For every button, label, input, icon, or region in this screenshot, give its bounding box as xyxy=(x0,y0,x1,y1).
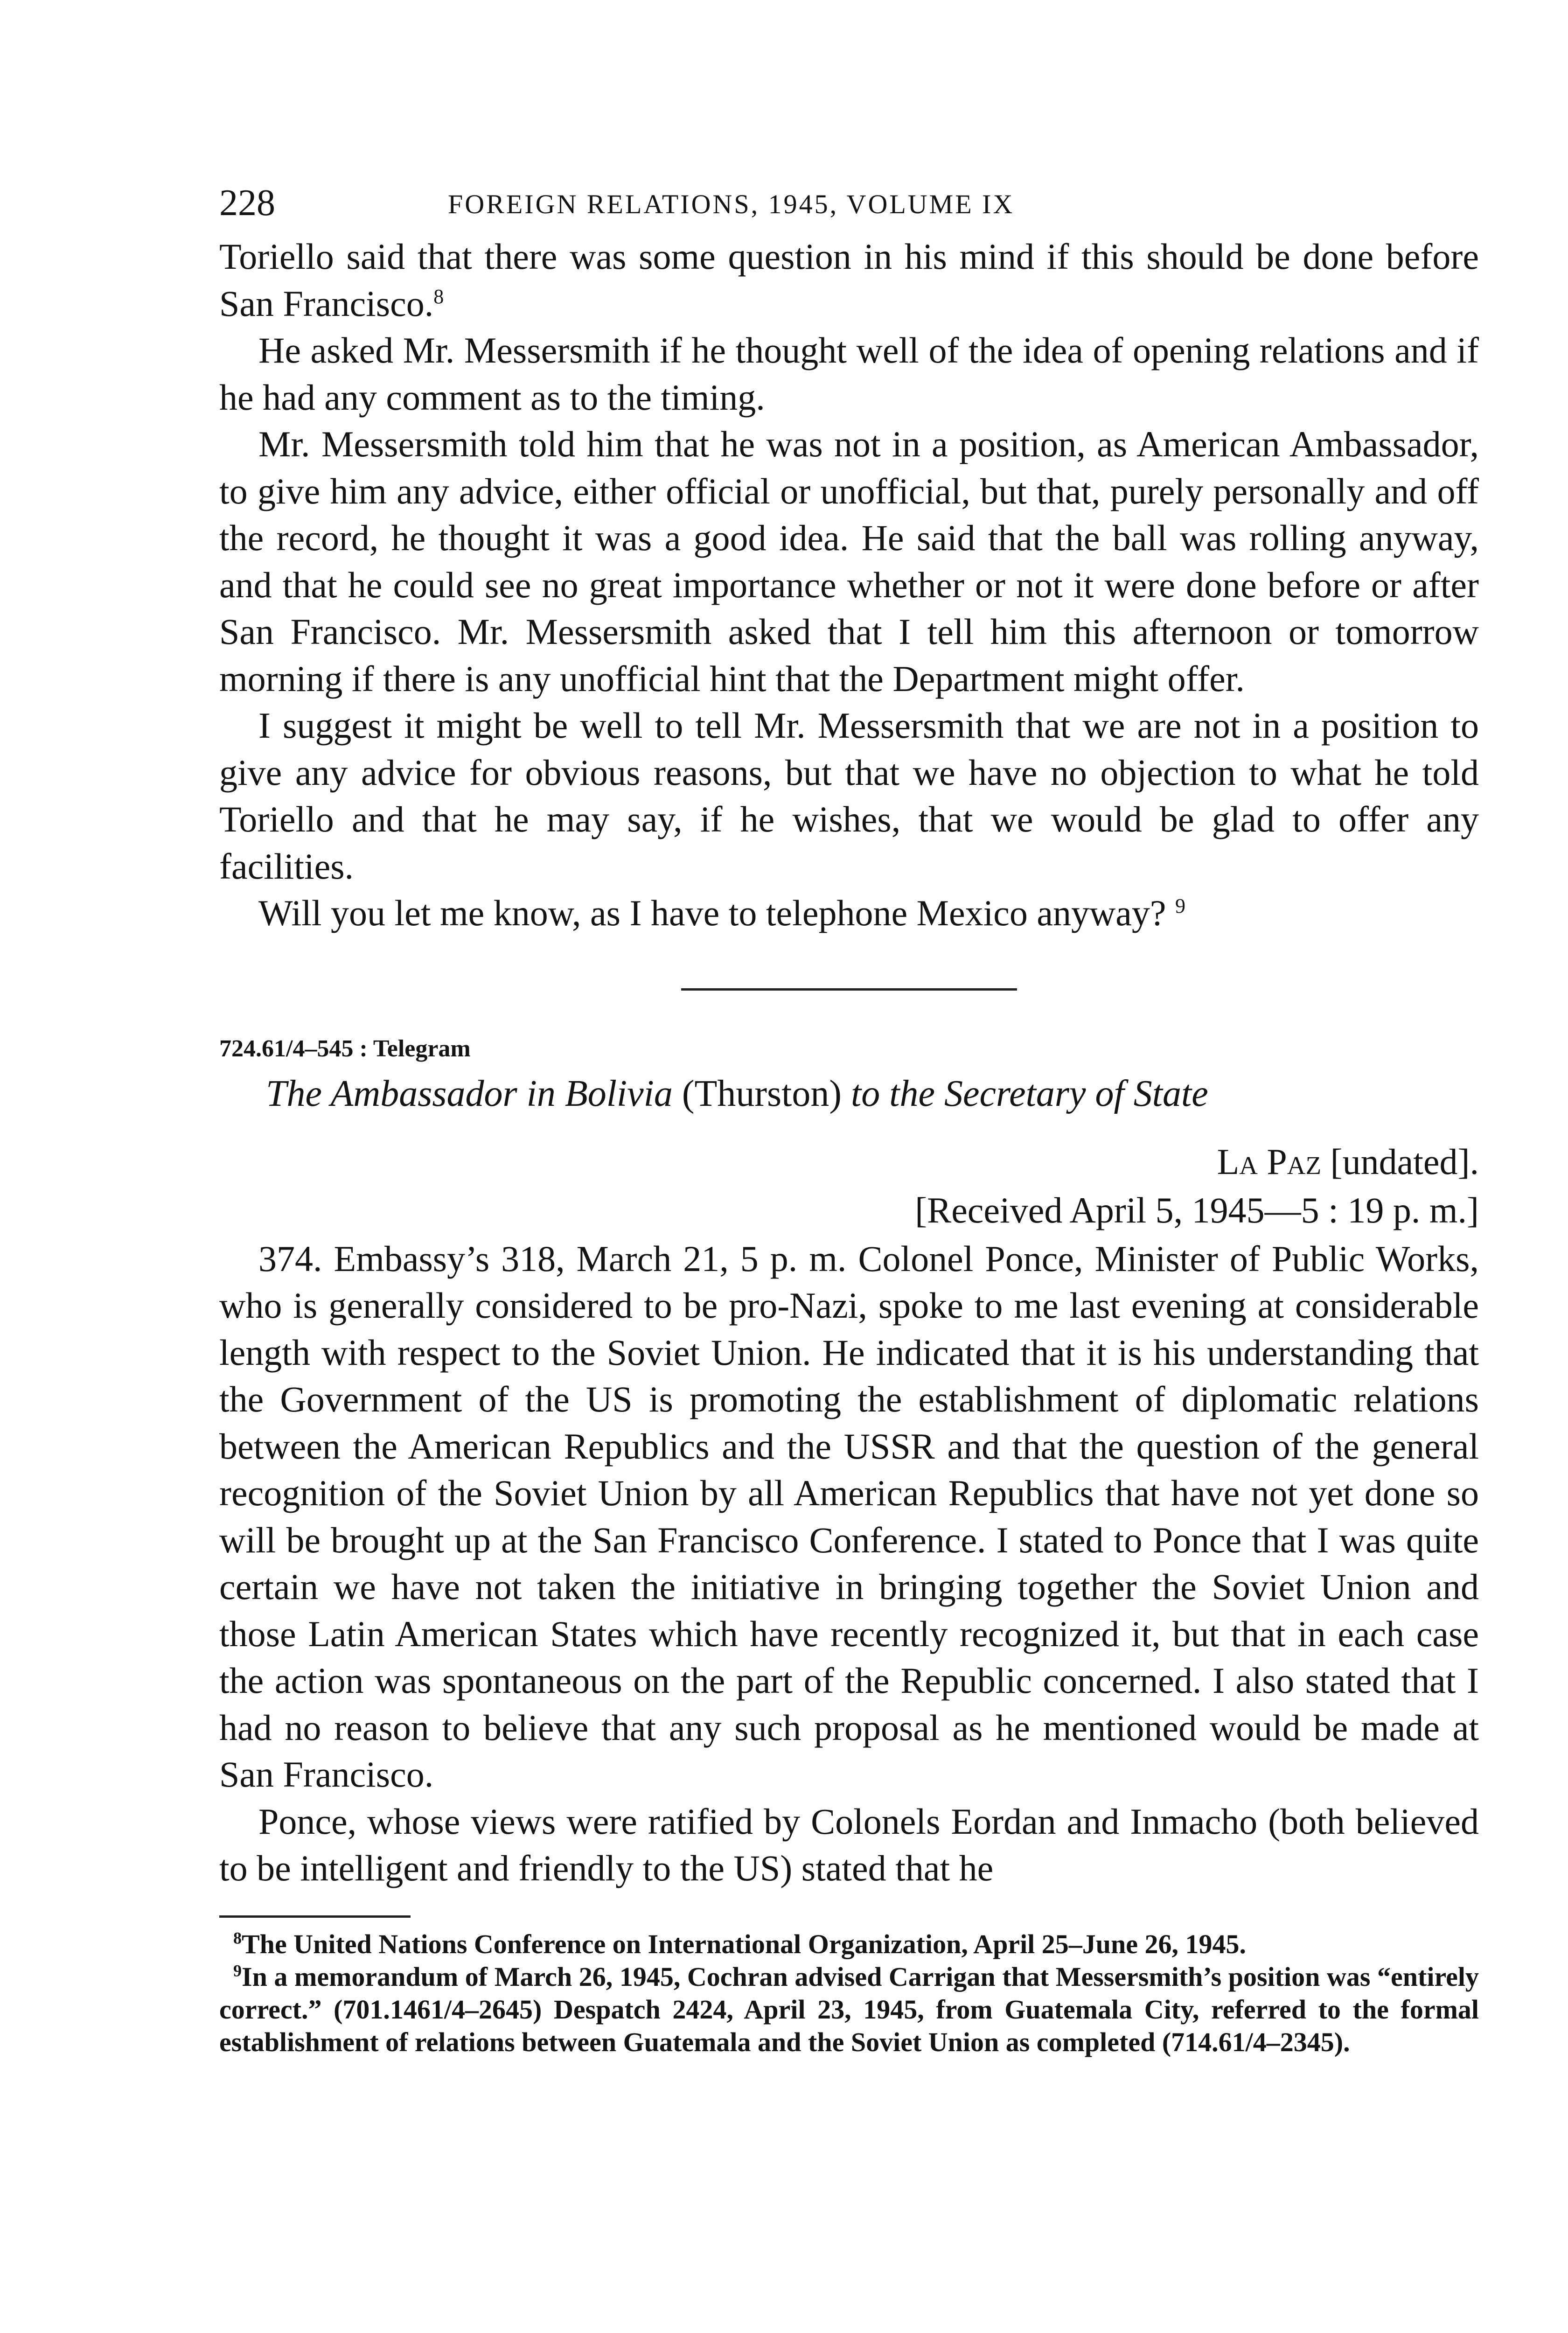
footnote xyxy=(219,1961,1479,2059)
telegram-text xyxy=(219,1236,1479,1892)
paragraph xyxy=(219,890,1479,937)
footnote-text: The United Nations Conference on International Organization, April 25–June 26, 1945. xyxy=(242,1928,1247,1959)
title-part: The Ambassador in Bolivia xyxy=(266,1073,673,1114)
page xyxy=(219,163,1479,2059)
paragraph: He asked Mr. Messersmith if he thought well of the idea of opening relations and if he had any comment as to the timing. xyxy=(219,330,1479,418)
title-part: to the Secretary of State xyxy=(851,1073,1208,1114)
paragraph: Mr. Messersmith told him that he was not in a position, as American Ambassador, to give him any advice, either official or unofficial, but that, purely personally and off the record, he thought it was a good idea. He said that the ball was rolling anyway, and that he could see no great importance whether or not it were done before or after San Francisco. Mr. Messersmith asked that I tell him this afternoon or tomorrow morning if there is any unofficial hint that the Department might offer. xyxy=(219,424,1479,699)
paragraph-text: Will you let me know, as I have to telephone Mexico anyway? xyxy=(258,893,1166,933)
footnote-divider xyxy=(219,1915,411,1918)
footnote-text: In a memorandum of March 26, 1945, Cochran advised Carrigan that Messersmith’s position was “entirely correct.” (701.1461/4–2645) Despatch 2424, April 23, 1945, from Guatemala City, referred to the formal establishment of relations between Guatemala and the Soviet Union as completed (714.61/4–2345). xyxy=(219,1961,1479,2057)
paragraph: Ponce, whose views were ratified by Colonels Eordan and Inmacho (both believed to be intelligent and friendly to the US) stated that he xyxy=(219,1801,1479,1888)
document-file-reference: 724.61/4–545 : Telegram xyxy=(219,1035,471,1062)
footnote-ref: 8 xyxy=(433,285,444,308)
footnote-ref: 9 xyxy=(1175,894,1186,917)
paragraph: I suggest it might be well to tell Mr. Messersmith that we are not in a position to give any advice for obvious reasons, but that we have no objection to what he told Toriello and that he may say, if he wishes, that we would be glad to offer any facilities. xyxy=(219,705,1479,887)
dateline-place: La Paz xyxy=(1217,1141,1322,1182)
dateline-date: [undated]. xyxy=(1330,1141,1479,1182)
footnote xyxy=(219,1928,1479,1961)
footnote-mark: 8 xyxy=(233,1928,242,1948)
paragraph-text: Toriello said that there was some question in his mind if this should be done before San Francisco. xyxy=(219,236,1479,324)
title-name: (Thurston) xyxy=(682,1073,842,1114)
received-line: [Received April 5, 1945—5 : 19 p. m.] xyxy=(915,1189,1479,1230)
page-number: 228 xyxy=(219,182,275,224)
running-head: FOREIGN RELATIONS, 1945, VOLUME IX xyxy=(448,189,1015,219)
continuation-text xyxy=(219,233,1479,937)
paragraph xyxy=(219,233,1479,327)
section-divider xyxy=(681,988,1017,991)
footnotes xyxy=(219,1928,1479,2059)
paragraph: 374. Embassy’s 318, March 21, 5 p. m. Colonel Ponce, Minister of Public Works, who is generally considered to be pro-Nazi, spoke to me last evening at considerable length with respect to the Soviet Union. He indicated that it is his understanding that the Government of the US is promoting the establishment of diplomatic relations between the American Republics and the USSR and that the question of the general recognition of the Soviet Union by all American Republics that have not yet done so will be brought up at the San Francisco Conference. I stated to Ponce that I was quite certain we have not taken the initiative in bringing together the Soviet Union and those Latin American States which have recently recognized it, but that in each case the action was spontaneous on the part of the Republic concerned. I also stated that I had no reason to believe that any such proposal as he mentioned would be made at San Francisco. xyxy=(219,1238,1479,1795)
page-header xyxy=(219,163,1479,233)
dateline xyxy=(219,1139,1479,1185)
footnote-mark: 9 xyxy=(233,1961,242,1980)
document-title xyxy=(219,1073,1479,1115)
